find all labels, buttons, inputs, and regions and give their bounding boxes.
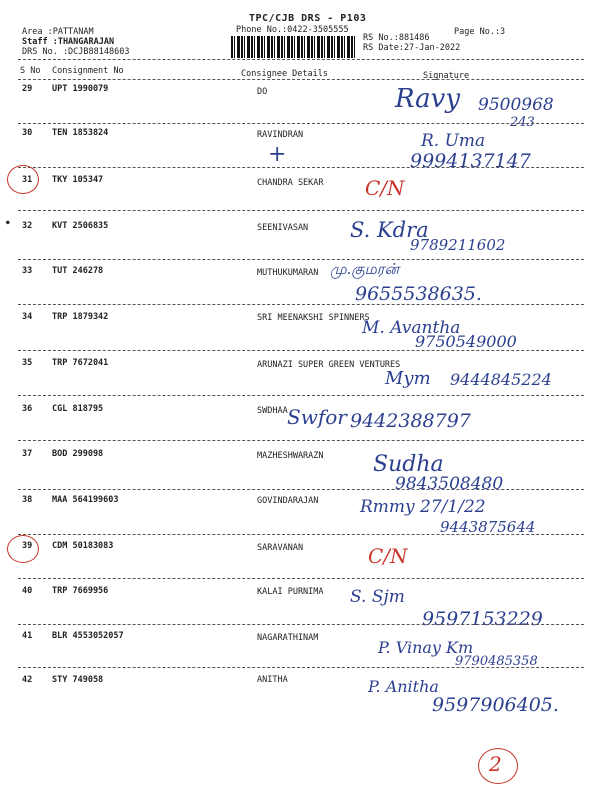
row-31-cn-mark: C/N <box>365 176 405 200</box>
row-36-sno: 36 <box>22 404 33 414</box>
col-sno: S No <box>20 66 41 76</box>
row-41-consignee: NAGARATHINAM <box>257 633 319 643</box>
row-40-consignment: TRP 7669956 <box>52 586 109 596</box>
row-30-phone: 9994137147 <box>410 150 531 172</box>
row-30-sno: 30 <box>22 128 33 138</box>
row-36-consignment: CGL 818795 <box>52 404 104 414</box>
row-29-phone: 9500968 <box>478 95 554 115</box>
row-32-sno: 32 <box>22 221 33 231</box>
row-divider <box>18 167 584 168</box>
row-40-sno: 40 <box>22 586 33 596</box>
row-30-consignment: TEN 1853824 <box>52 128 109 138</box>
row-42-phone: 9597906405. <box>432 694 559 716</box>
row-39-consignment: CDM 50183083 <box>52 541 114 551</box>
row-29-consignee: DO <box>257 87 268 97</box>
row-36-signature: Swfor <box>287 405 347 429</box>
row-30-signature: R. Uma <box>421 131 486 151</box>
row-32-consignment: KVT 2506835 <box>52 221 109 231</box>
row-41-phone: 9790485358 <box>455 654 538 669</box>
row-32-phone: 9789211602 <box>410 236 506 254</box>
row-34-consignment: TRP 1879342 <box>52 312 109 322</box>
row-33-consignment: TUT 246278 <box>52 266 104 276</box>
row-34-phone: 9750549000 <box>415 332 517 351</box>
row-38-signature: Rmmy 27/1/22 <box>360 497 486 517</box>
row-42-signature: P. Anitha <box>368 677 439 696</box>
row-37-consignee: MAZHESHWARAZN <box>257 451 324 461</box>
header-divider-bottom <box>18 79 584 80</box>
row-40-phone: 9597153229 <box>422 608 543 630</box>
row-35-consignment: TRP 7672041 <box>52 358 109 368</box>
row-38-phone: 9443875644 <box>440 518 536 536</box>
row-41-consignment: BLR 4553052057 <box>52 631 124 641</box>
row-35-sno: 35 <box>22 358 33 368</box>
row-37-phone: 9843508480 <box>395 474 504 494</box>
row-42-consignee: ANITHA <box>257 675 288 685</box>
row-39-cn-mark: C/N <box>368 544 408 568</box>
row-divider <box>18 395 584 396</box>
col-consignment: Consignment No <box>52 66 124 76</box>
row-29-extra: 243 <box>510 115 535 130</box>
row-39-consignee: SARAVANAN <box>257 543 304 553</box>
row-29-sno: 29 <box>22 84 33 94</box>
row-37-sno: 37 <box>22 449 33 459</box>
row-30-consignee: RAVINDRAN <box>257 130 304 140</box>
row-32-signature: S. Kdra <box>350 218 429 242</box>
row-40-consignee: KALAI PURNIMA <box>257 587 324 597</box>
header-divider-top <box>18 59 584 60</box>
row-38-consignment: MAA 564199603 <box>52 495 119 505</box>
row-34-consignee: SRI MEENAKSHI SPINNERS <box>257 313 370 323</box>
row-31-sno: 31 <box>22 175 33 185</box>
row-30-mark-icon: + <box>268 142 287 167</box>
row-33-phone: 9655538635. <box>355 283 482 305</box>
row-32-consignee: SEENIVASAN <box>257 223 309 233</box>
row-divider <box>18 578 584 579</box>
row-divider <box>18 624 584 625</box>
row-41-signature: P. Vinay Km <box>378 638 474 657</box>
row-31-consignment: TKY 105347 <box>52 175 104 185</box>
row-42-consignment: STY 749058 <box>52 675 104 685</box>
row-divider <box>18 259 584 260</box>
row-divider <box>18 489 584 490</box>
row-31-consignee: CHANDRA SEKAR <box>257 178 324 188</box>
row-41-sno: 41 <box>22 631 33 641</box>
row-33-sno: 33 <box>22 266 33 276</box>
row-38-sno: 38 <box>22 495 33 505</box>
row-divider <box>18 304 584 305</box>
page-mark: 2 <box>489 752 502 776</box>
row-36-phone: 9442388797 <box>350 410 471 432</box>
row-divider <box>18 210 584 211</box>
row-divider <box>18 667 584 668</box>
col-consignee: Consignee Details <box>241 69 328 79</box>
row-34-sno: 34 <box>22 312 33 322</box>
row-divider <box>18 534 584 535</box>
drs-number: DRS No. :DCJB88148603 <box>22 47 130 57</box>
rs-number: RS No.:881486 <box>363 33 430 43</box>
row-36-consignee: SWDHAA <box>257 406 288 416</box>
bullet-icon: ● <box>6 219 10 226</box>
row-34-signature: M. Avantha <box>362 318 461 338</box>
row-37-consignment: BOD 299098 <box>52 449 104 459</box>
row-29-signature: Ravy <box>395 84 461 114</box>
row-35-consignee: ARUNAZI SUPER GREEN VENTURES <box>257 360 401 370</box>
row-29-consignment: UPT 1990079 <box>52 84 109 94</box>
page-number: Page No.:3 <box>454 27 506 37</box>
col-signature: Signature <box>423 71 470 81</box>
area-label: Area :PATTANAM <box>22 27 94 37</box>
row-35-phone: 9444845224 <box>450 370 552 389</box>
row-39-sno: 39 <box>22 541 33 551</box>
row-38-consignee: GOVINDARAJAN <box>257 496 319 506</box>
phone-number: Phone No.:0422-3505555 <box>236 25 349 35</box>
row-35-signature: Mym <box>385 368 431 389</box>
barcode <box>231 36 355 58</box>
row-divider <box>18 350 584 351</box>
row-37-signature: Sudha <box>373 452 444 477</box>
row-42-sno: 42 <box>22 675 33 685</box>
row-divider <box>18 123 584 124</box>
row-33-signature: மு.குமரன் <box>330 260 400 278</box>
row-divider <box>18 440 584 441</box>
rs-date: RS Date:27-Jan-2022 <box>363 43 461 53</box>
document-title: TPC/CJB DRS - P103 <box>249 13 367 24</box>
staff-label: Staff :THANGARAJAN <box>22 37 115 47</box>
row-33-consignee: MUTHUKUMARAN <box>257 268 319 278</box>
row-40-signature: S. Sjm <box>350 587 405 607</box>
